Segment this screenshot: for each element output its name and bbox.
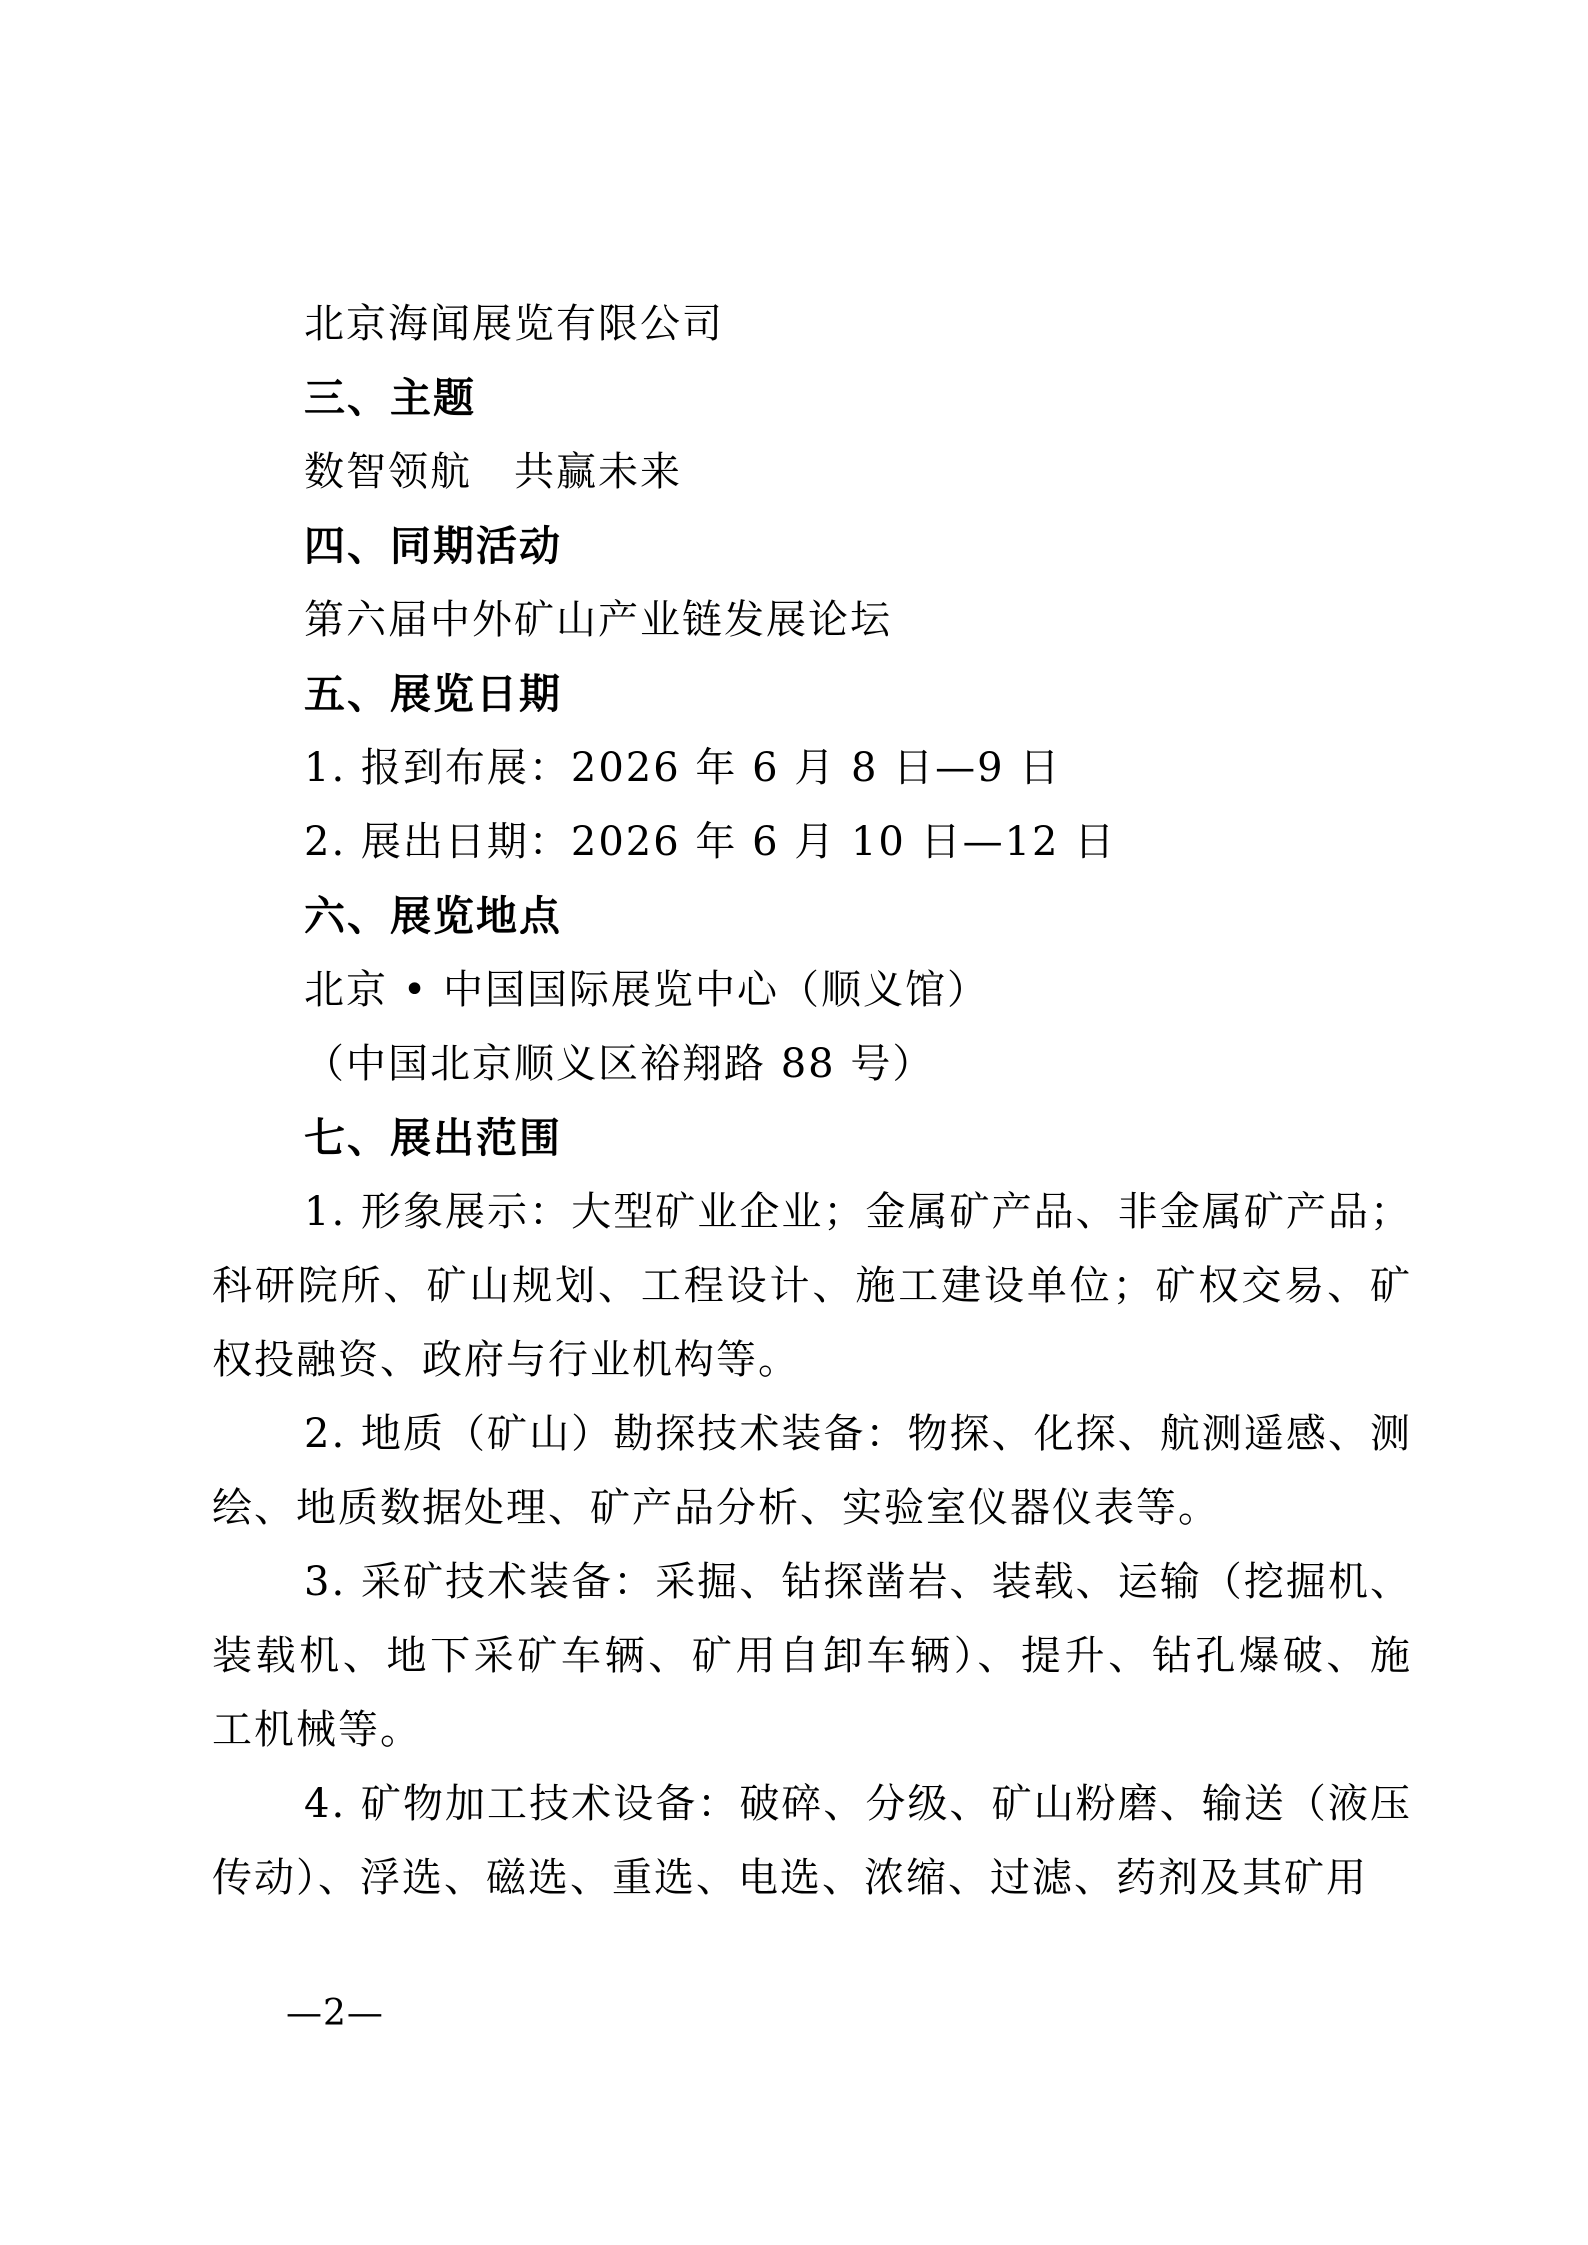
section-heading: 七、展出范围	[304, 1115, 562, 1161]
section-heading: 四、同期活动	[304, 523, 562, 569]
document-body	[212, 287, 1412, 1915]
text-line: 2. 展出日期：2026 年 6 月 10 日—12 日	[304, 819, 1117, 865]
text-line: 4. 矿物加工技术设备：破碎、分级、矿山粉磨、输送（液压	[304, 1781, 1412, 1827]
text-line: 科研院所、矿山规划、工程设计、施工建设单位；矿权交易、矿	[212, 1263, 1412, 1309]
text-line: （中国北京顺义区裕翔路 88 号）	[304, 1041, 935, 1087]
section-heading: 三、主题	[304, 375, 476, 421]
text-line: 第六届中外矿山产业链发展论坛	[304, 597, 892, 643]
page-number: —2—	[286, 1993, 384, 2034]
text-line: 北京海闻展览有限公司	[304, 301, 724, 347]
text-line: 1. 报到布展：2026 年 6 月 8 日—9 日	[304, 745, 1062, 791]
text-line: 数智领航 共赢未来	[304, 449, 682, 495]
text-line: 1. 形象展示：大型矿业企业；金属矿产品、非金属矿产品；	[304, 1189, 1412, 1235]
section-heading: 六、展览地点	[304, 893, 562, 939]
text-line: 3. 采矿技术装备：采掘、钻探凿岩、装载、运输（挖掘机、	[304, 1559, 1412, 1605]
text-line: 装载机、地下采矿车辆、矿用自卸车辆）、提升、钻孔爆破、施	[212, 1633, 1412, 1679]
text-line: 北京 • 中国国际展览中心（顺义馆）	[304, 967, 990, 1013]
text-line: 绘、地质数据处理、矿产品分析、实验室仪器仪表等。	[212, 1485, 1220, 1531]
text-line: 2. 地质（矿山）勘探技术装备：物探、化探、航测遥感、测	[304, 1411, 1412, 1457]
section-heading: 五、展览日期	[304, 671, 562, 717]
text-line: 权投融资、政府与行业机构等。	[212, 1337, 800, 1383]
text-line: 传动）、浮选、磁选、重选、电选、浓缩、过滤、药剂及其矿用	[212, 1855, 1368, 1901]
text-line: 工机械等。	[212, 1707, 422, 1753]
